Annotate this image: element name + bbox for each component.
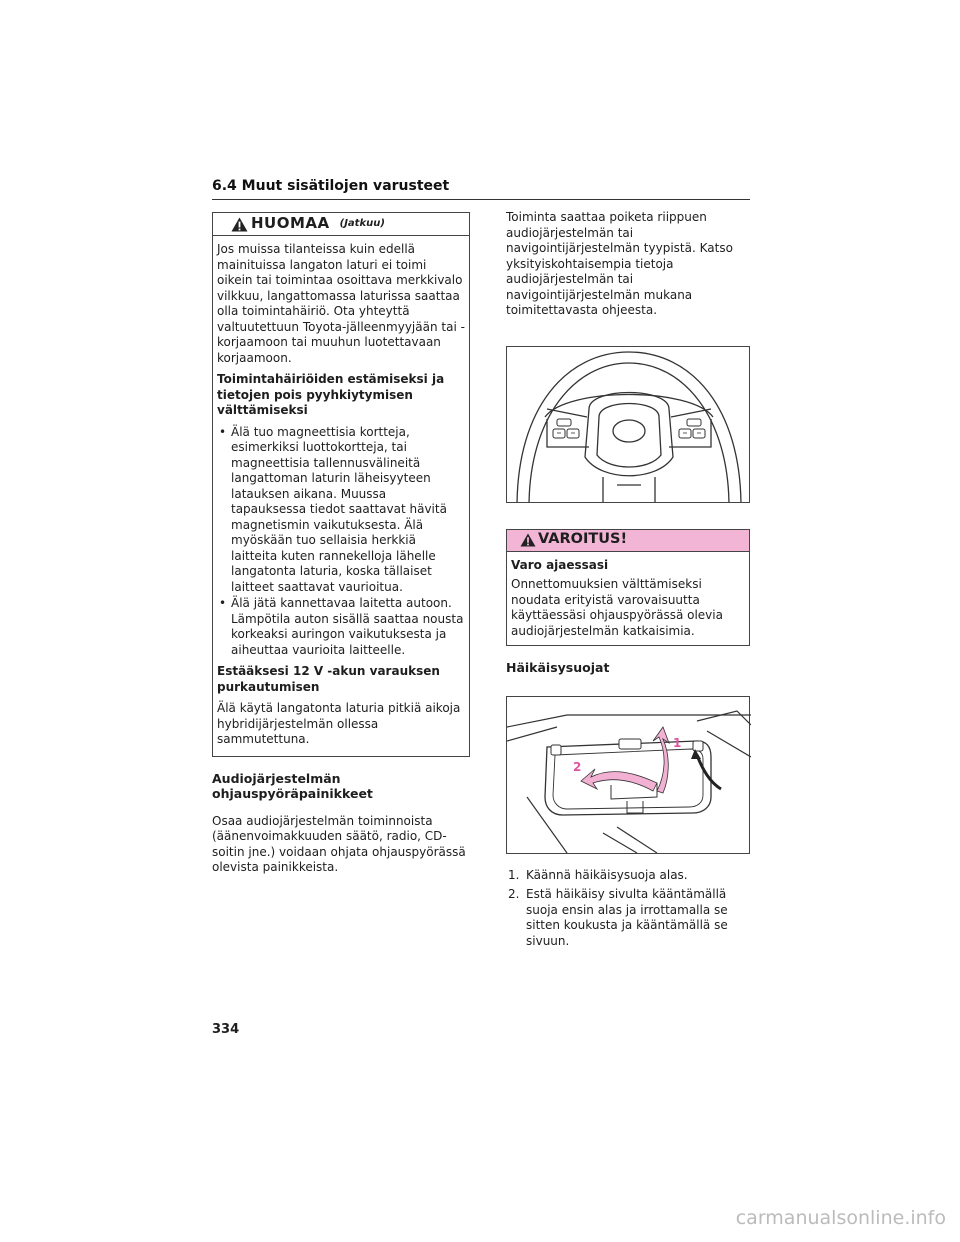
visor-section-title: Häikäisysuojat	[506, 660, 610, 675]
page-number: 334	[212, 1022, 240, 1037]
notice-continued: (Jatkuu)	[339, 218, 385, 230]
notice-intro: Jos muissa tilanteissa kuin edellä mainituissa langaton laturi ei toimi oikein tai toimintaa osoittava merkkivalo vilkkuu, langattomassa laturissa saattaa olla toimintahäiriö. Ota yhteyttä valtuutettuun Toyota-jälleenmyyjään tai -korjaamoon tai muuhun luotettavaan korjaamoon.	[217, 242, 465, 365]
watermark: carmanualsonline.info	[735, 1207, 946, 1229]
notice-subheading-1: Toimintahäiriöiden estämiseksi ja tietojen pois pyyhkiytymisen välttämiseksi	[217, 372, 445, 417]
audio-variation-paragraph: Toiminta saattaa poiketa riippuen audiojärjestelmän tai navigointijärjestelmän tyypistä. Katso yksityiskohtaisempia tietoja audiojärjestelmän tai navigointijärjestelmän mukana toimitettavasta ohjeesta.	[506, 210, 733, 317]
sun-visor-illustration	[507, 697, 751, 853]
warning-title: VAROITUS!	[538, 531, 628, 548]
notice-body	[213, 236, 469, 756]
visor-steps	[506, 868, 750, 950]
sun-visor-figure	[506, 696, 750, 854]
list-item: • Älä jätä kannettavaa laitetta autoon. Lämpötila auton sisällä saattaa nousta korkeaksi auringon vaikutuksesta ja aiheuttaa vaurioita laitteelle.	[217, 596, 465, 658]
section-header: 6.4 Muut sisätilojen varusteet	[212, 178, 750, 200]
step-text: Käännä häikäisysuoja alas.	[526, 867, 688, 882]
notice-title: HUOMAA	[251, 214, 330, 233]
notice-bullets	[217, 425, 465, 659]
callout-2: 2	[573, 759, 582, 774]
notice-para-2: Älä käytä langatonta laturia pitkiä aikoja hybridijärjestelmän ollessa sammutettuna.	[217, 701, 461, 746]
notice-subheading-2: Estääksesi 12 V -akun varauksen purkautumisen	[217, 664, 440, 694]
left-column	[212, 212, 470, 876]
warning-paragraph: Onnettomuuksien välttämiseksi noudata erityistä varovaisuutta käyttäessäsi ohjauspyörässä olevia audiojärjestelmän katkaisimia.	[511, 577, 723, 638]
warning-triangle-icon	[231, 217, 248, 232]
list-item	[506, 868, 750, 884]
right-column	[506, 210, 750, 953]
step-number: 2.	[508, 887, 520, 901]
warning-box	[506, 529, 750, 647]
warning-triangle-icon	[520, 533, 536, 547]
steering-wheel-illustration	[507, 347, 751, 502]
notice-header	[213, 213, 469, 236]
step-number: 1.	[508, 867, 520, 882]
audio-paragraph: Osaa audiojärjestelmän toiminnoista (äänenvoimakkuuden säätö, radio, CD-soitin jne.) voidaan ohjata ohjauspyörässä olevista painikkeista.	[212, 813, 466, 874]
steering-wheel-figure	[506, 346, 750, 503]
audio-section-title: Audiojärjestelmän ohjauspyöräpainikkeet	[212, 770, 373, 801]
step-text: Estä häikäisy sivulta kääntämällä suoja ensin alas ja irrottamalla se sitten koukusta ja kääntämällä se sivuun.	[526, 887, 728, 948]
notice-box	[212, 212, 470, 757]
warning-body	[507, 552, 749, 646]
warning-header	[507, 530, 749, 552]
warning-subheading: Varo ajaessasi	[511, 557, 609, 572]
callout-1: 1	[673, 735, 682, 750]
list-item	[506, 887, 750, 949]
list-item: • Älä tuo magneettisia kortteja, esimerkiksi luottokortteja, tai magneettisia tallennusvälineitä langattoman laturin läheisyyteen latauksen aikana. Muussa tapauksessa tiedot saattavat hävitä magnetismin vaikutuksesta. Älä myöskään tuo sellaisia herkkiä laitteita kuten rannekelloja lähelle langatonta laturia, koska tällaiset laitteet saattavat vaurioitua.	[217, 425, 465, 596]
